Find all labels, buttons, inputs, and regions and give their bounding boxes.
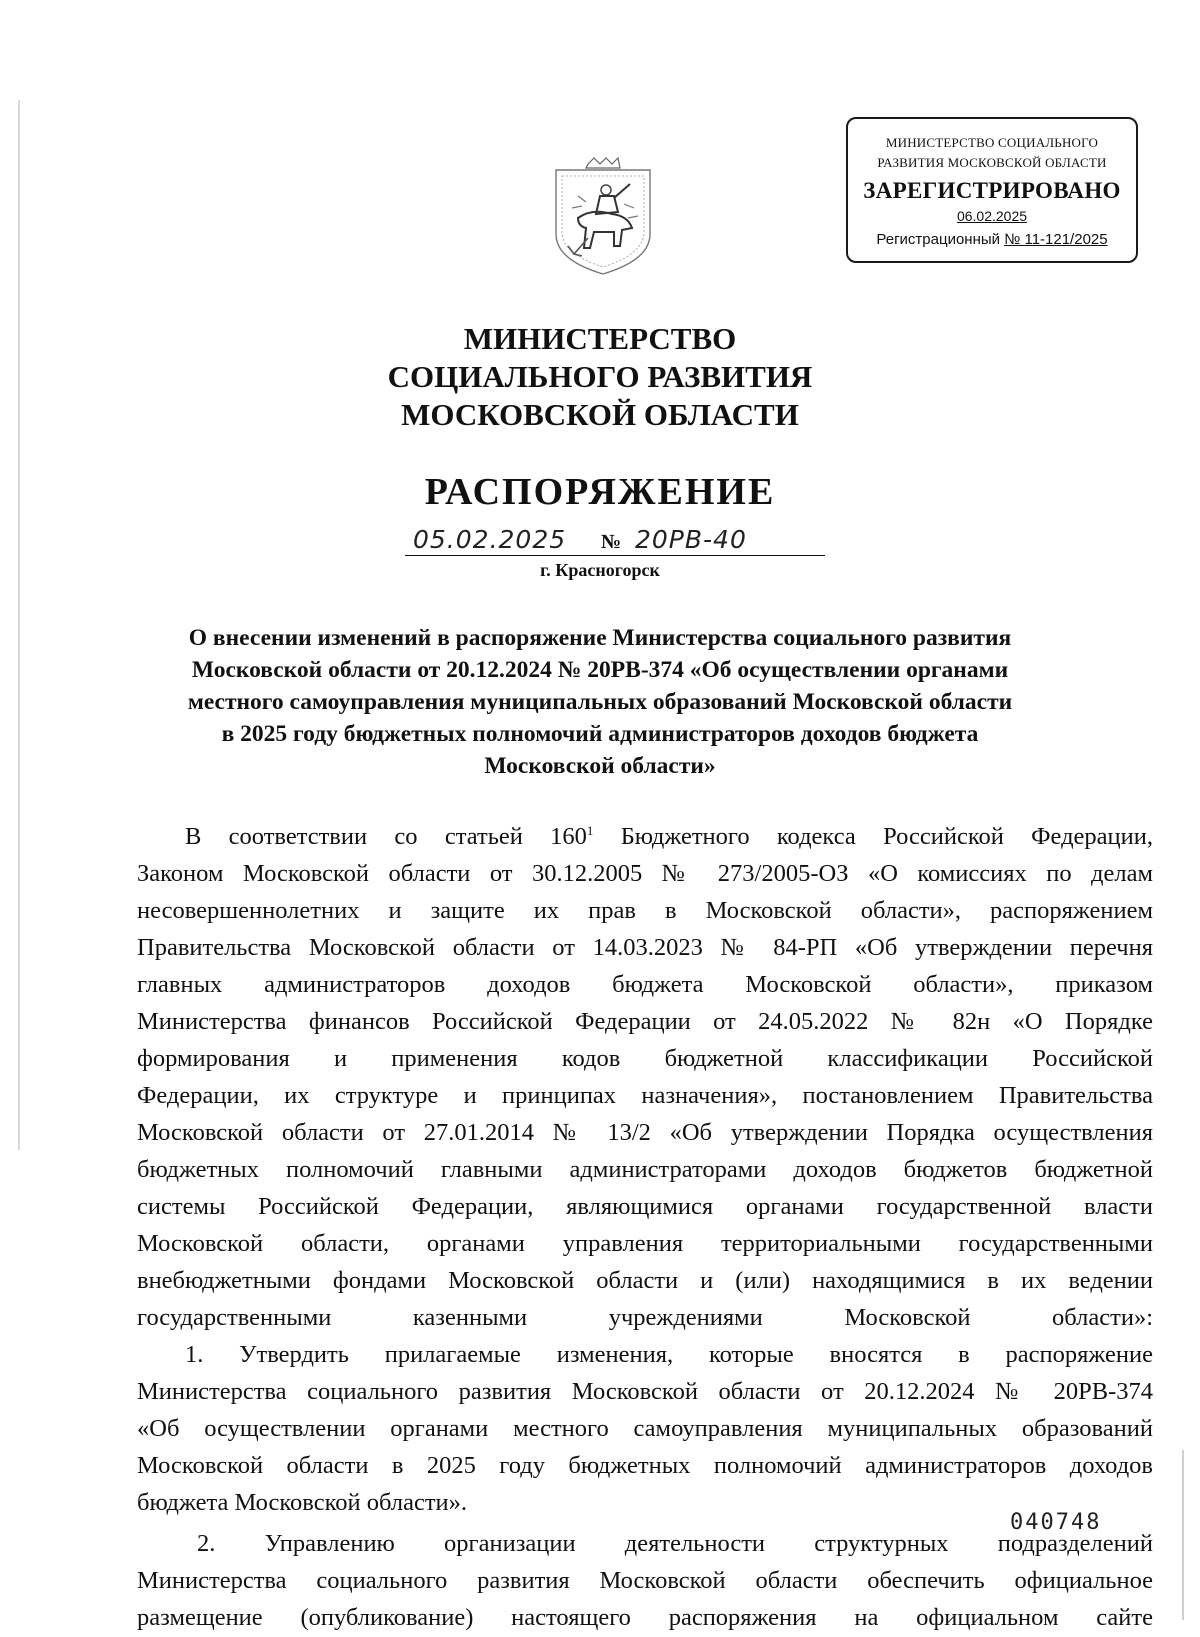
body-line: Правительства Московской области от 14.03.2023 № 84-РП «Об утверждении перечня (137, 934, 1153, 961)
title-line: Московской области» (484, 753, 716, 779)
title-line: в 2025 году бюджетных полномочий администраторов доходов бюджета (221, 721, 979, 747)
title-line: Московской области от 20.12.2024 № 20РВ-374 «Об осуществлении органами (191, 657, 1009, 683)
stamp-date: 06.02.2025 (956, 208, 1028, 224)
body-line: 2. Управлению организации деятельности структурных подразделений (197, 1530, 1153, 1557)
handwritten-date: 05.02.2025 (413, 525, 567, 554)
body-line: бюджета Московской области». (137, 1489, 468, 1516)
body-line: Федерации, их структуре и принципах назначения», постановлением Правительства (137, 1082, 1153, 1109)
coat-of-arms-icon (548, 156, 658, 278)
number-sign: № (601, 531, 622, 553)
document-title (140, 622, 1060, 782)
body-line: формирования и применения кодов бюджетной классификации Российской (137, 1045, 1153, 1072)
body-line: Министерства социального развития Московской области обеспечить официальное (137, 1567, 1153, 1594)
body-line: размещение (опубликование) настоящего распоряжения на официальном сайте (137, 1604, 1153, 1631)
title-line: О внесении изменений в распоряжение Министерства социального развития (188, 625, 1012, 651)
body-text: Бюджетного кодекса Российской Федерации, (593, 823, 1153, 850)
stamp-registered: ЗАРЕГИСТРИРОВАНО (863, 178, 1121, 203)
stamp-ministry-line: МИНИСТЕРСТВО СОЦИАЛЬНОГО (885, 135, 1099, 150)
body-text: В соответствии со статьей 160 (185, 823, 587, 850)
body-line: государственными казенными учреждениями Московской области»: (137, 1304, 1153, 1331)
ministry-header-line: СОЦИАЛЬНОГО РАЗВИТИЯ (387, 359, 813, 394)
body-line: внебюджетными фондами Московской области и (или) находящимися в их ведении (137, 1267, 1153, 1294)
body-line (137, 818, 1153, 855)
document-type: РАСПОРЯЖЕНИЕ (424, 471, 776, 513)
ministry-header-line: МОСКОВСКОЙ ОБЛАСТИ (401, 397, 799, 432)
city: г. Красногорск (540, 560, 660, 580)
body-line: несовершеннолетних и защите их прав в Московской области», распоряжением (137, 897, 1153, 924)
body-line: Министерства финансов Российской Федерации от 24.05.2022 № 82н «О Порядке (137, 1008, 1153, 1035)
stamp-ministry-line: РАЗВИТИЯ МОСКОВСКОЙ ОБЛАСТИ (877, 155, 1107, 170)
stamp-ministry (848, 133, 1136, 173)
registration-stamp (846, 117, 1138, 263)
body-line: Московской области от 27.01.2014 № 13/2 «Об утверждении Порядка осуществления (137, 1119, 1153, 1146)
scan-edge-right (1182, 1450, 1184, 1620)
stamp-reg-number: № 11-121/2025 (1004, 231, 1108, 248)
body-line: «Об осуществлении органами местного самоуправления муниципальных образований (137, 1415, 1153, 1442)
body-line: системы Российской Федерации, являющимися органами государственной власти (137, 1193, 1153, 1220)
ministry-header (300, 320, 900, 434)
body-line: 1. Утвердить прилагаемые изменения, которые вносятся в распоряжение (185, 1341, 1153, 1368)
document-body (137, 818, 1153, 1636)
date-number-line (405, 525, 825, 556)
stamp-registration-number (848, 231, 1136, 248)
body-line: бюджетных полномочий главными администраторами доходов бюджетов бюджетной (137, 1156, 1153, 1183)
page-stamp-number: 040748 (1010, 1510, 1102, 1535)
body-line: Московской области, органами управления территориальными государственными (137, 1230, 1153, 1257)
title-line: местного самоуправления муниципальных образований Московской области (187, 689, 1013, 715)
body-line: Министерства социального развития Московской области от 20.12.2024 № 20РВ-374 (137, 1378, 1153, 1405)
body-line: главных администраторов доходов бюджета Московской области», приказом (137, 971, 1153, 998)
ministry-header-line: МИНИСТЕРСТВО (463, 321, 737, 356)
stamp-reg-label: Регистрационный (876, 231, 1001, 248)
handwritten-number: 20РВ-40 (635, 525, 747, 554)
body-line: Законом Московской области от 30.12.2005 № 273/2005-ОЗ «О комиссиях по делам (137, 860, 1153, 887)
body-line: Московской области в 2025 году бюджетных полномочий администраторов доходов (137, 1452, 1153, 1479)
superscript: 1 (586, 823, 594, 838)
scan-edge-left (18, 100, 20, 1150)
